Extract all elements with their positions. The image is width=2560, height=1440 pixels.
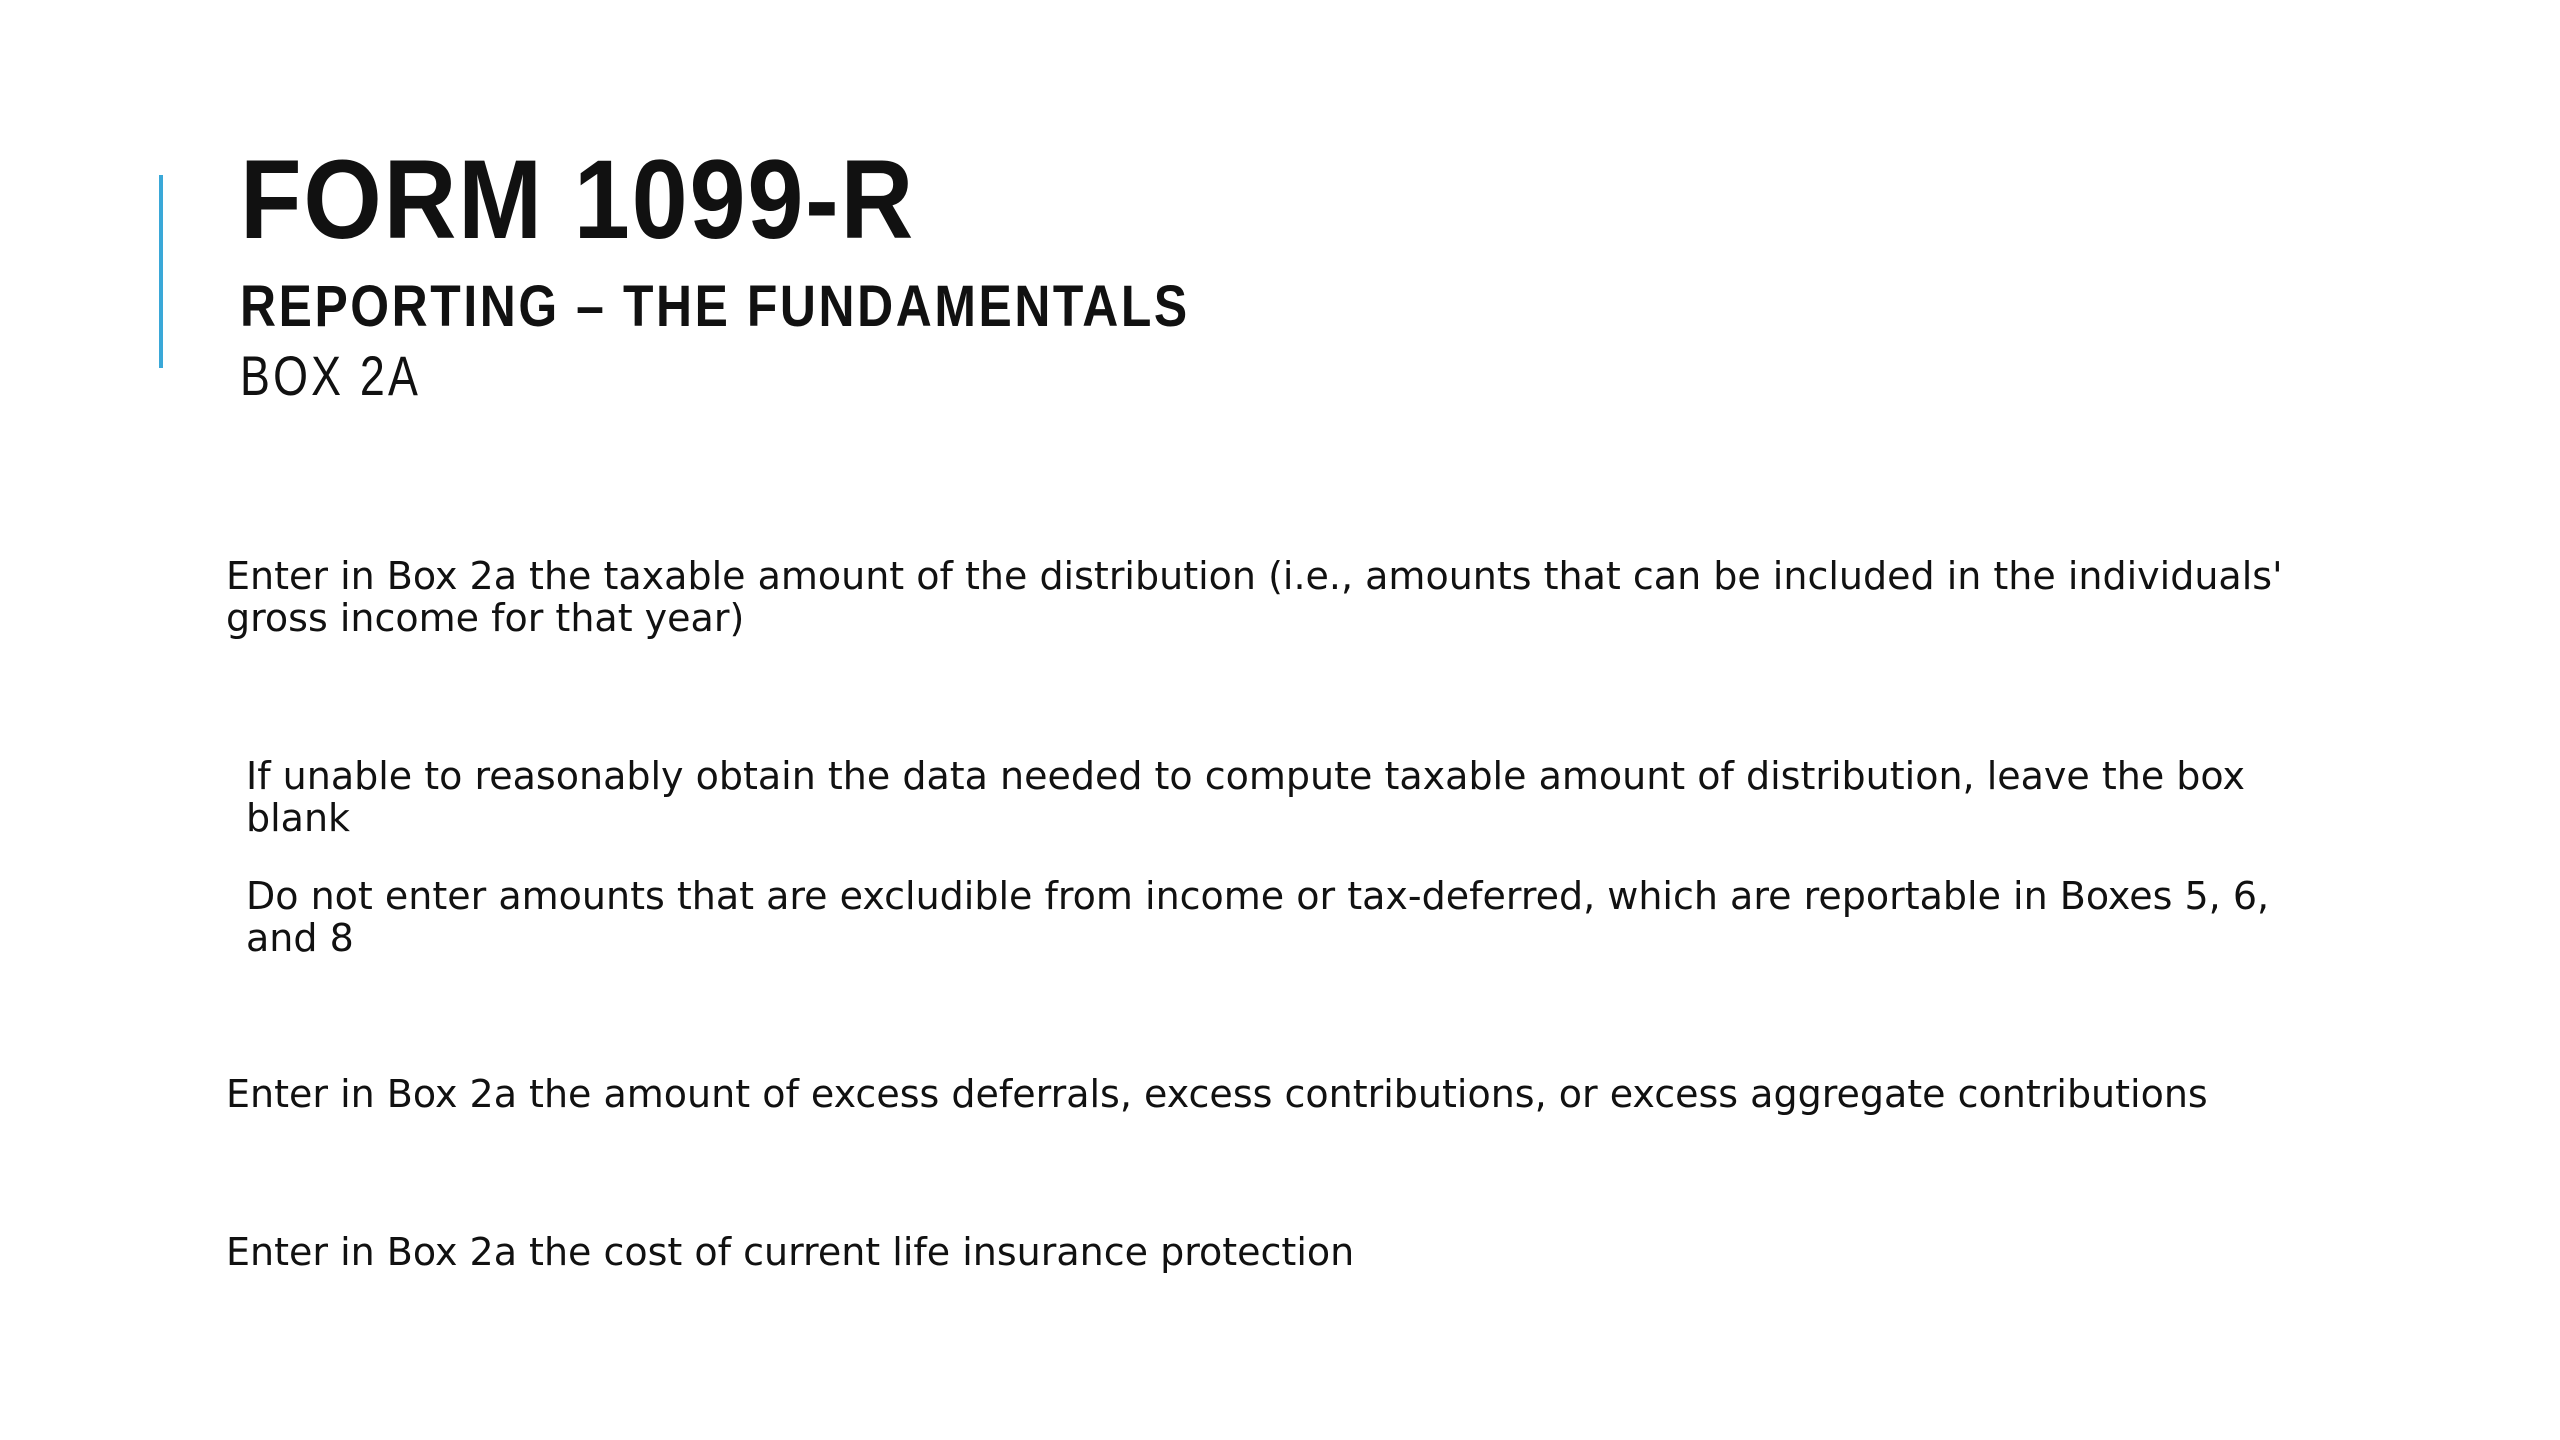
paragraph-life-insurance: Enter in Box 2a the cost of current life insurance protection [226, 1230, 1355, 1274]
slide-subtitle: REPORTING – THE FUNDAMENTALS [240, 274, 1190, 339]
slide-title: FORM 1099-R [240, 137, 916, 262]
sub-paragraph-excludible-amounts: Do not enter amounts that are excludible from income or tax-deferred, which are reportable in Boxes 5, 6, and 8 [246, 874, 2270, 960]
paragraph-taxable-amount: Enter in Box 2a the taxable amount of the distribution (i.e., amounts that can be included in the individuals' gross income for that year) [226, 554, 2283, 640]
slide-subtitle-box: BOX 2A [240, 344, 422, 407]
title-accent-bar [159, 175, 163, 368]
paragraph-excess-deferrals: Enter in Box 2a the amount of excess deferrals, excess contributions, or excess aggregate contributions [226, 1072, 2208, 1116]
title-block [240, 137, 2340, 408]
sub-paragraph-leave-blank: If unable to reasonably obtain the data needed to compute taxable amount of distribution, leave the box blank [246, 754, 2245, 840]
